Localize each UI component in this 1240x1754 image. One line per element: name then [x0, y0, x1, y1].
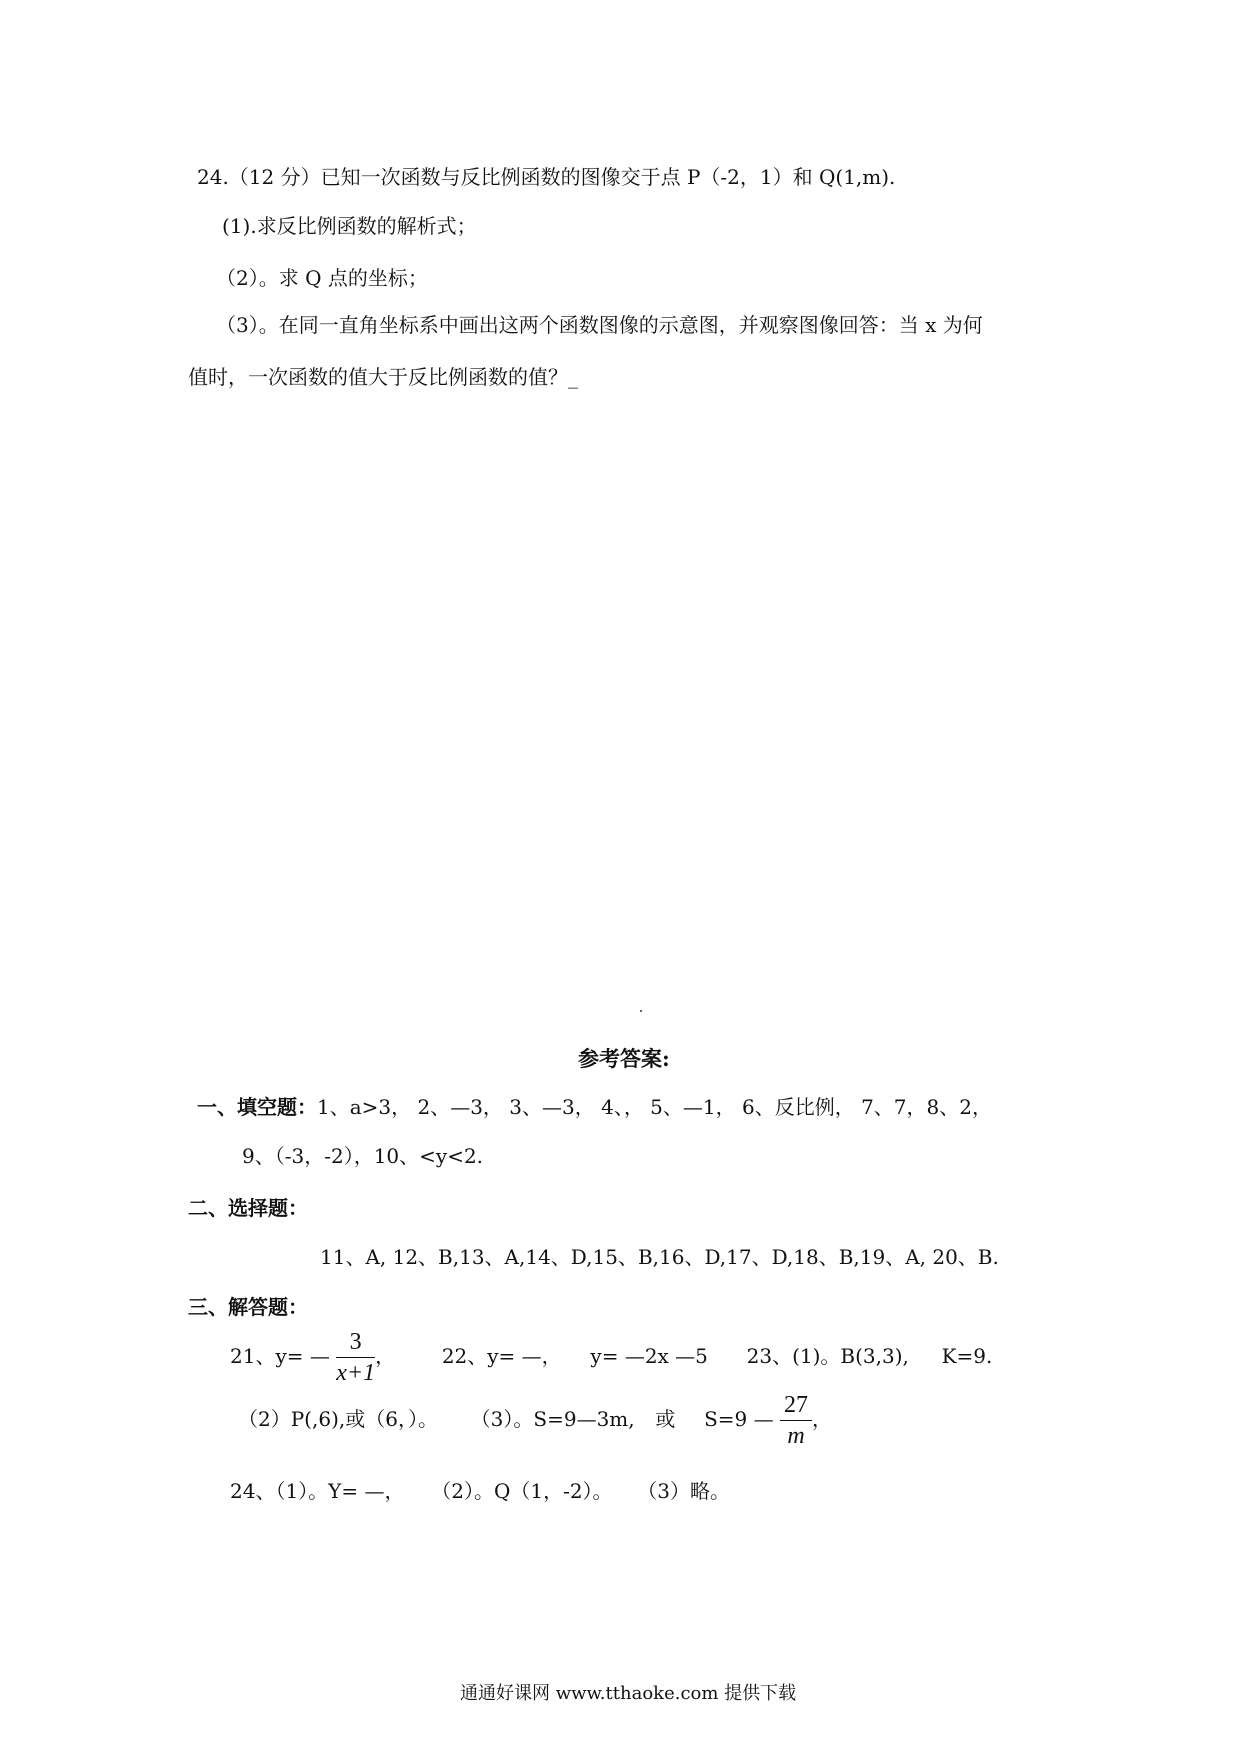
answer-23-or: 或 — [655, 1407, 676, 1431]
fill-blank-line2: 9、（-3，-2），10、<y<2. — [242, 1144, 484, 1168]
question-24-part3-line1: （3）。在同一直角坐标系中画出这两个函数图像的示意图，并观察图像回答：当 x 为何 — [216, 313, 983, 337]
solutions-heading: 三、解答题： — [188, 1295, 308, 1319]
multiple-choice-answers: 11、A, 12、B,13、A,14、D,15、B,16、D,17、D,18、B,19、A, 20、B. — [320, 1245, 999, 1269]
answer-key-title: 参考答案: — [578, 1046, 670, 1071]
answer-23-part2: （2）P(,6),或（6，）。 — [238, 1407, 438, 1431]
answer-23-comma: ， — [811, 1407, 832, 1431]
solutions-line3 — [230, 1481, 730, 1501]
stray-dot — [640, 1010, 642, 1012]
answer-21-denominator: x+1 — [336, 1360, 376, 1386]
answer-21-comma: ， — [375, 1344, 396, 1368]
answer-22-line: y= —2x —5 — [590, 1344, 708, 1368]
question-24-part2: （2）。求 Q 点的坐标； — [216, 266, 428, 290]
question-24-part1: (1).求反比例函数的解析式； — [222, 214, 477, 238]
fill-blank-heading: 一、填空题： — [197, 1095, 317, 1119]
answer-24-part2: （2）。Q（1，-2）。 — [431, 1479, 613, 1503]
answer-21-numerator: 3 — [336, 1330, 375, 1358]
answer-23-alt: S=9 — — [704, 1407, 774, 1431]
answer-23-k: K=9. — [941, 1344, 993, 1368]
answer-21-fraction — [336, 1330, 375, 1385]
multiple-choice-heading: 二、选择题： — [188, 1196, 308, 1220]
question-24-part3-line2: 值时，一次函数的值大于反比例函数的值？_ — [188, 365, 578, 389]
answer-23-denominator: m — [787, 1423, 805, 1449]
answer-23-fraction — [780, 1393, 812, 1448]
answer-23-part3: （3）。S=9—3m, — [470, 1407, 635, 1431]
solutions-line1 — [230, 1330, 992, 1385]
solutions-line2 — [238, 1393, 832, 1448]
answer-22: 22、y= —， — [441, 1344, 562, 1368]
answer-24-part3: （3）略。 — [637, 1479, 730, 1503]
answer-21: 21、y= — — [230, 1344, 330, 1368]
answer-23: 23、(1)。B(3,3), — [746, 1344, 909, 1368]
answer-24-part1: 24、（1）。Y= —， — [230, 1479, 405, 1503]
footer-source: 通通好课网 www.tthaoke.com 提供下载 — [460, 1683, 797, 1704]
fill-blank-line1 — [197, 1097, 992, 1117]
fill-blank-answers-1: 1、a>3， 2、—3， 3、—3， 4、， 5、—1， 6、反比例， 7、7，8、2， — [317, 1095, 992, 1119]
question-24-stem: 24.（12 分）已知一次函数与反比例函数的图像交于点 P（-2，1）和 Q(1,m). — [197, 165, 896, 189]
answer-23-numerator: 27 — [780, 1393, 812, 1421]
